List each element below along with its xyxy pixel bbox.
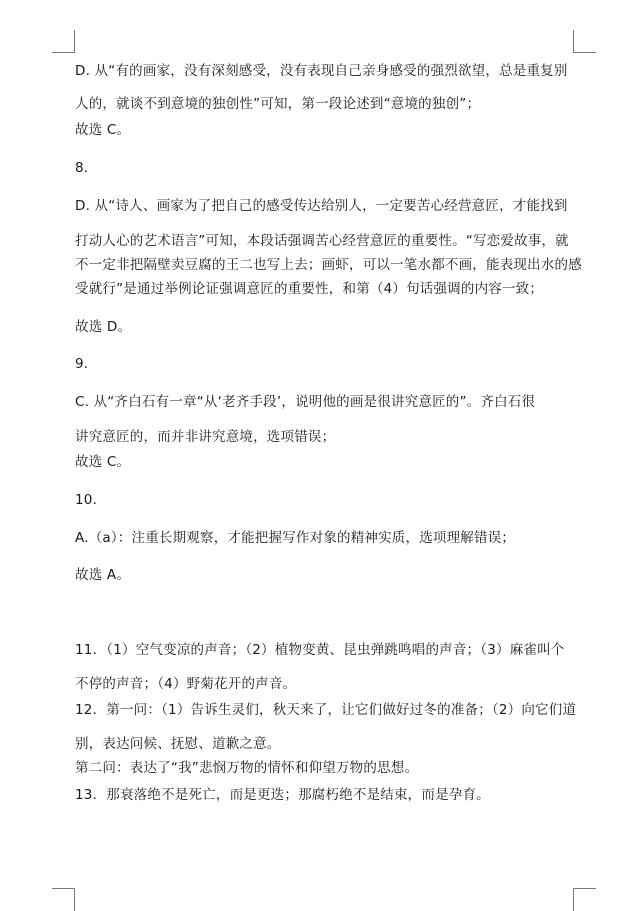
text-line: D. 从“有的画家，没有深刻感受，没有表现自己亲身感受的强烈欲望，总是重复别 bbox=[75, 63, 568, 79]
text-line: D. 从“诗人、画家为了把自己的感受传达给别人，一定要苦心经营意匠，才能找到 bbox=[75, 198, 568, 214]
text-line: 第二问：表达了“我”悲悯万物的情怀和仰望万物的思想。 bbox=[75, 760, 419, 776]
text-line: 不停的声音；（4）野菊花开的声音。 bbox=[75, 676, 297, 692]
question-number: 10． bbox=[75, 492, 107, 508]
text-line: 讲究意匠的，而并非讲究意境，选项错误； bbox=[75, 429, 336, 445]
text-line: 故选 C。 bbox=[75, 122, 131, 138]
text-line: A.（a）：注重长期观察，才能把握写作对象的精神实质，选项理解错误； bbox=[75, 530, 516, 546]
text-line: 受就行”是通过举例论证强调意匠的重要性，和第（4）句话强调的内容一致； bbox=[75, 281, 544, 297]
text-line: 故选 C。 bbox=[75, 454, 131, 470]
corner-mark-top-right bbox=[573, 30, 596, 53]
text-line: 故选 A。 bbox=[75, 567, 131, 583]
text-line: 不一定非把隔壁卖豆腐的王二也写上去；画虾，可以一笔水都不画，能表现出水的感 bbox=[75, 257, 582, 273]
text-line: 11．（1）空气变凉的声音；（2）植物变黄、昆虫弹跳鸣唱的声音；（3）麻雀叫个 bbox=[75, 642, 565, 658]
text-line: 人的，就谈不到意境的独创性”可知，第一段论述到“意境的独创”； bbox=[75, 96, 481, 112]
corner-mark-bottom-right bbox=[573, 888, 596, 911]
text-line: 13．那衰落绝不是死亡，而是更迭；那腐朽绝不是结束，而是孕育。 bbox=[75, 787, 490, 803]
text-line: 别，表达问候、抚慰、道歉之意。 bbox=[75, 736, 281, 752]
corner-mark-top-left bbox=[52, 30, 75, 53]
text-line: 打动人心的艺术语言”可知，本段话强调苦心经营意匠的重要性。“写恋爱故事，就 bbox=[75, 233, 569, 249]
question-number: 8． bbox=[75, 160, 98, 176]
corner-mark-bottom-left bbox=[52, 888, 75, 911]
text-line: C. 从“齐白石有一章“从‘老齐手段’，说明他的画是很讲究意匠的”。齐白石很 bbox=[75, 394, 536, 410]
question-number: 9． bbox=[75, 356, 98, 372]
text-line: 12．第一问：（1）告诉生灵们，秋天来了，让它们做好过冬的准备；（2）向它们道 bbox=[75, 702, 577, 718]
text-line: 故选 D。 bbox=[75, 319, 132, 335]
